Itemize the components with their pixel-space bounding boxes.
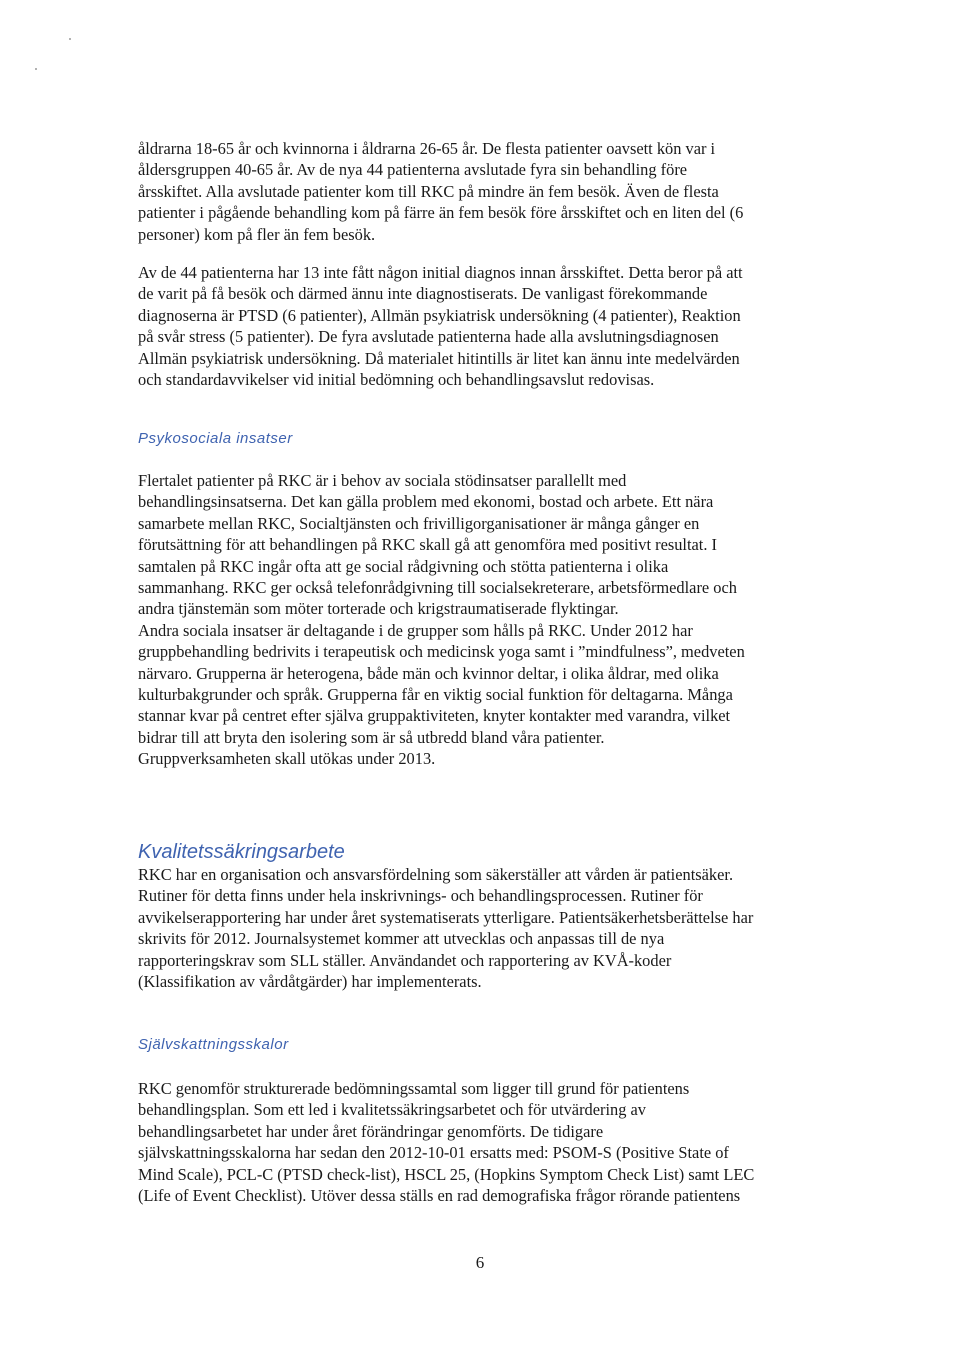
scan-speck [69,38,71,40]
text-line: personer) kom på fler än fem besök. [138,224,376,244]
text-line: Av de 44 patienterna har 13 inte fått någon initial diagnos innan årsskiftet. Detta beror på att [138,263,743,282]
text-line: de varit på få besök och därmed ännu inte diagnostiserats. De vanligast förekommande [138,284,708,304]
text-line: självskattningsskalorna har sedan den 2012-10-01 ersatts med: PSOM-S (Positive State of [138,1143,729,1163]
paragraph-age-groups [138,138,838,245]
text-line: samarbete mellan RKC, Socialtjänsten och frivilligorganisationer är många gånger en [138,513,700,533]
text-line: årsskiftet. Alla avslutade patienter kom till RKC på mindre än fem besök. Även de flesta [138,181,719,201]
text-line: patienter i pågående behandling kom på färre än fem besök före årsskiftet och en liten del (6 [138,203,744,223]
paragraph-sjalvskattning [138,1078,838,1206]
text-line: (Life of Event Checklist). Utöver dessa ställs en rad demografiska frågor rörande patientens [138,1186,741,1206]
heading-sjalvskattningsskalor: Självskattningsskalor [138,1036,289,1053]
text-line: RKC genomför strukturerade bedömningssamtal som ligger till grund för patientens [138,1079,690,1098]
text-line: Flertalet patienter på RKC är i behov av sociala stödinsatser parallellt med [138,471,627,490]
paragraph-diagnoses [138,262,838,390]
heading-kvalitetssakringsarbete: Kvalitetssäkringsarbete [138,841,345,863]
text-line: avvikelserapportering har under året systematiserats ytterligare. Patientsäkerhetsberättelse har [138,907,754,927]
text-line: gruppbehandling bedrivits i terapeutisk och medicinsk yoga samt i ”mindfulness”, medveten [138,642,745,662]
text-line: stannar kvar på centret efter själva gruppaktiviteten, knyter kontakter med varandra, vilket [138,706,731,726]
text-line: kulturbakgrunder och språk. Grupperna får en viktig social funktion för deltagarna. Många [138,685,733,705]
text-line: Gruppverksamheten skall utökas under 2013. [138,749,436,769]
text-line: (Klassifikation av vårdåtgärder) har implementerats. [138,972,482,992]
text-line: närvaro. Grupperna är heterogena, både män och kvinnor deltar, i olika åldrar, med olika [138,663,719,683]
paragraph-kvalitet [138,864,838,992]
text-line: diagnoserna är PTSD (6 patienter), Allmän psykiatrisk undersökning (4 patienter), Reaktion [138,305,741,325]
text-line: andra tjänstemän som möter torterade och krigstraumatiserade flyktingar. [138,599,619,619]
heading-psykosociala-insatser: Psykosociala insatser [138,430,293,447]
text-line: Allmän psykiatrisk undersökning. Då materialet hitintills är litet kan ännu inte medelvärden [138,348,740,368]
text-line: åldersgruppen 40-65 år. Av de nya 44 patienterna avslutade fyra sin behandling före [138,160,688,180]
text-line: behandlingsplan. Som ett led i kvalitetssäkringsarbetet och för utvärdering av [138,1100,646,1120]
text-line: åldrarna 18-65 år och kvinnorna i åldrarna 26-65 år. De flesta patienter oavsett kön var i [138,139,716,158]
text-line: behandlingsarbetet har under året förändringar genomförts. De tidigare [138,1121,604,1141]
text-line: samtalen på RKC ingår ofta att ge social rådgivning och stötta patienterna i olika [138,556,669,576]
text-line: Andra sociala insatser är deltagande i de grupper som hålls på RKC. Under 2012 har [138,620,693,640]
text-line: Rutiner för detta finns under hela inskrivnings- och behandlingsprocessen. Rutiner för [138,886,703,906]
text-line: rapporteringskrav som SLL ställer. Användandet och rapportering av KVÅ-koder [138,950,672,970]
scan-speck [35,68,37,70]
text-line: RKC har en organisation och ansvarsfördelning som säkerställer att vården är patientsäker. [138,865,734,884]
page-number: 6 [475,1253,485,1272]
text-line: och standardavvikelser vid initial bedömning och behandlingsavslut redovisas. [138,370,655,390]
text-line: behandlingsinsatserna. Det kan gälla problem med ekonomi, bostad och arbete. Ett nära [138,492,714,512]
text-line: sammanhang. RKC ger också telefonrådgivning till socialsekreterare, arbetsförmedlare och [138,578,737,598]
text-line: bidrar till att bryta den isolering som är så utbredd bland våra patienter. [138,727,605,747]
paragraph-psykosociala [138,470,838,770]
text-line: skrivits för 2012. Journalsystemet kommer att utvecklas och anpassas till de nya [138,929,665,949]
text-line: på svår stress (5 patienter). De fyra avslutade patienterna hade alla avslutningsdiagnosen [138,327,719,347]
text-line: Mind Scale), PCL-C (PTSD check-list), HSCL 25, (Hopkins Symptom Check List) samt LEC [138,1164,755,1184]
text-line: förutsättning för att behandlingen på RKC skall gå att genomföra med positivt resultat. I [138,535,718,555]
